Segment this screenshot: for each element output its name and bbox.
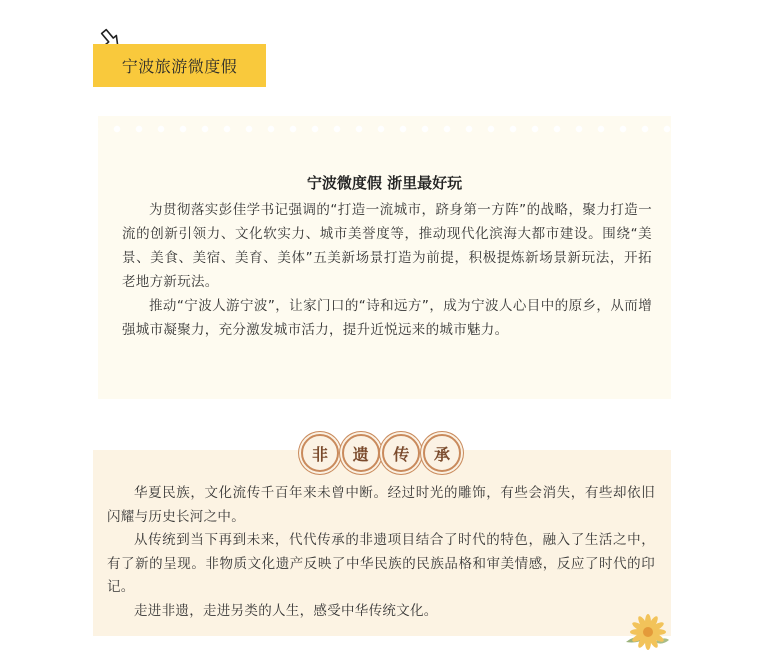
intro-paragraph: 推动“宁波人游宁波”，让家门口的“诗和远方”，成为宁波人心目中的原乡，从而增强城市凝聚力，充分激发城市活力，提升近悦远来的城市魅力。 — [122, 298, 652, 338]
intro-paragraph: 为贯彻落实彭佳学书记强调的“打造一流城市，跻身第一方阵”的战略，聚力打造一流的创新引领力、文化软实力、城市美誉度等，推动现代化滨海大都市建设。围绕“美景、美食、美宿、美育、美体”五美新场景打造为前提，积极提炼新场景新玩法，开拓老地方新玩法。 — [122, 202, 652, 290]
heritage-badge-row — [301, 432, 461, 472]
heritage-paragraph: 走进非遗，走进另类的人生，感受中华传统文化。 — [134, 602, 438, 619]
intro-card — [98, 116, 671, 399]
heritage-badge: 承 — [423, 434, 461, 472]
heritage-badge: 非 — [301, 434, 339, 472]
section-title-tag — [93, 44, 266, 87]
heritage-paragraph: 华夏民族，文化流传千百年来未曾中断。经过时光的雕饰，有些会消失，有些却依旧闪耀与历史长河之中。 — [107, 485, 655, 525]
heritage-card — [93, 450, 671, 636]
heritage-paragraph: 从传统到当下再到未来，代代传承的非遗项目结合了时代的特色，融入了生活之中，有了新的呈现。非物质文化遗产反映了中华民族的民族品格和审美情感，反应了时代的印记。 — [107, 532, 655, 595]
intro-body — [122, 198, 652, 342]
heritage-badge: 遗 — [342, 434, 380, 472]
section-title-label: 宁波旅游微度假 — [121, 57, 238, 76]
chrysanthemum-flower-icon — [624, 612, 670, 652]
dotted-border-decoration — [98, 124, 671, 134]
intro-title: 宁波微度假 浙里最好玩 — [306, 174, 463, 192]
heritage-body — [107, 482, 655, 623]
heritage-badge: 传 — [382, 434, 420, 472]
